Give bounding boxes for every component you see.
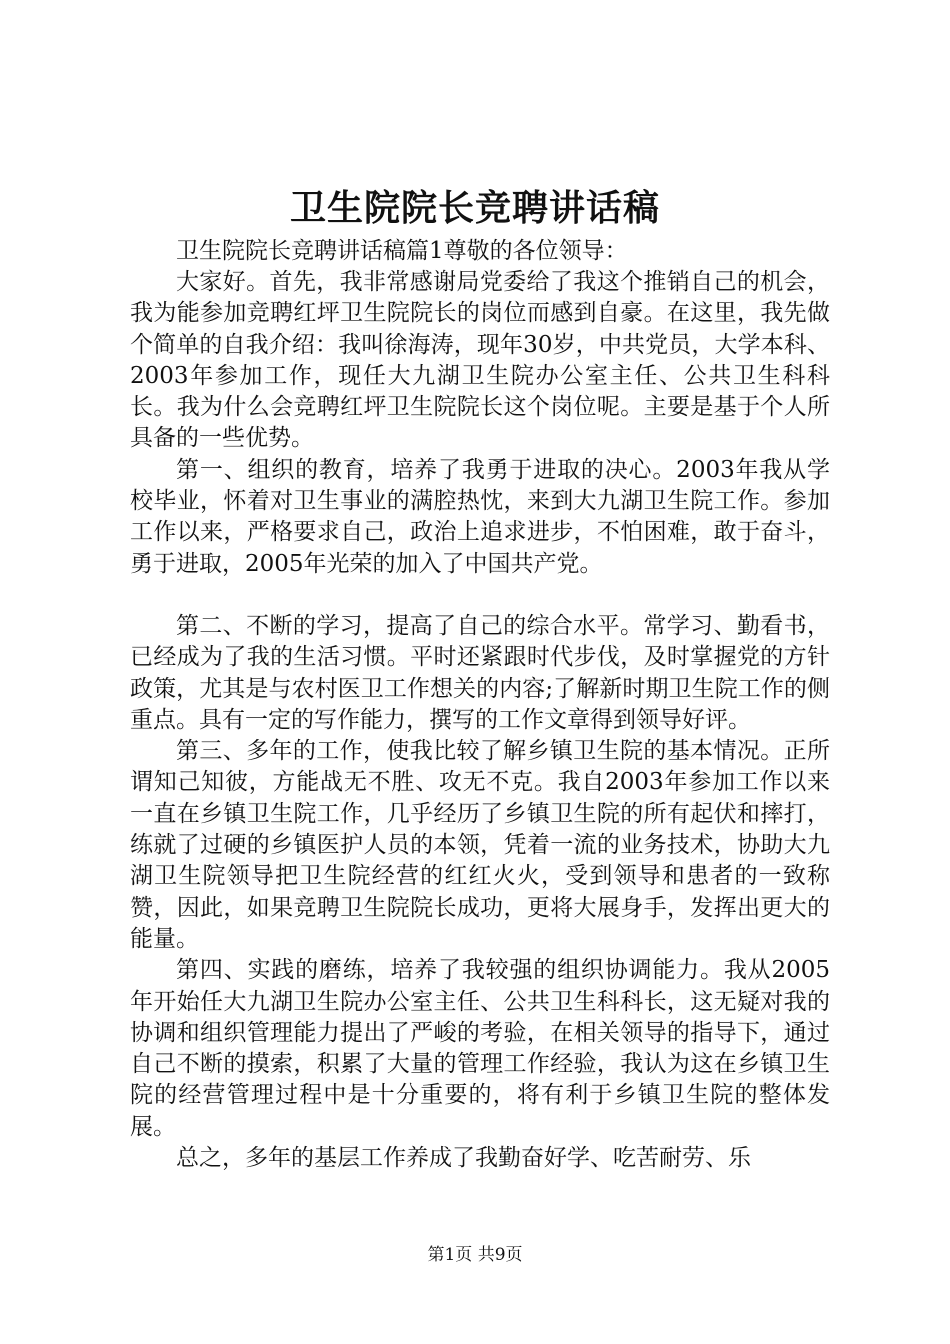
paragraph-first-point: 第一、组织的教育，培养了我勇于进取的决心。2003年我从学校毕业，怀着对卫生事业的满腔热忱，来到大九湖卫生院工作。参加工作以来，严格要求自己，政治上追求进步，不怕困难，敢于奋斗，勇于进取，2005年光荣的加入了中国共产党。 bbox=[130, 456, 830, 577]
paragraph-second-point: 第二、不断的学习，提高了自己的综合水平。常学习、勤看书，已经成为了我的生活习惯。平时还紧跟时代步伐，及时掌握党的方针政策，尤其是与农村医卫工作想关的内容;了解新时期卫生院工作的侧重点。具有一定的写作能力，撰写的工作文章得到领导好评。 bbox=[130, 612, 830, 733]
paragraph-fourth-point: 第四、实践的磨练，培养了我较强的组织协调能力。我从2005年开始任大九湖卫生院办公室主任、公共卫生科科长，这无疑对我的协调和组织管理能力提出了严峻的考验，在相关领导的指导下，通过自己不断的摸索，积累了大量的管理工作经验，我认为这在乡镇卫生院的经营管理过程中是十分重要的，将有利于乡镇卫生院的整体发展。 bbox=[130, 957, 830, 1140]
paragraph-third-point: 第三、多年的工作，使我比较了解乡镇卫生院的基本情况。正所谓知己知彼，方能战无不胜、攻无不克。我自2003年参加工作以来一直在乡镇卫生院工作，几乎经历了乡镇卫生院的所有起伏和摔打，练就了过硬的乡镇医护人员的本领，凭着一流的业务技术，协助大九湖卫生院领导把卫生院经营的红红火火，受到领导和患者的一致称赞，因此，如果竞聘卫生院院长成功，更将大展身手，发挥出更大的能量。 bbox=[130, 738, 830, 952]
paragraph-intro: 卫生院院长竞聘讲话稿篇1尊敬的各位领导： bbox=[176, 238, 628, 264]
document-title: 卫生院院长竞聘讲话稿 bbox=[289, 187, 660, 229]
paragraph-summary: 总之，多年的基层工作养成了我勤奋好学、吃苦耐劳、乐 bbox=[176, 1145, 751, 1172]
page-number-footer: 第1页 共9页 bbox=[427, 1245, 523, 1265]
paragraph-greeting: 大家好。首先，我非常感谢局党委给了我这个推销自己的机会，我为能参加竞聘红坪卫生院院长的岗位而感到自豪。在这里，我先做个简单的自我介绍：我叫徐海涛，现年30岁，中共党员，大学本科、2003年参加工作，现任大九湖卫生院办公室主任、公共卫生科科长。我为什么会竞聘红坪卫生院院长这个岗位呢。主要是基于个人所具备的一些优势。 bbox=[130, 269, 830, 452]
document-body bbox=[130, 236, 830, 1174]
